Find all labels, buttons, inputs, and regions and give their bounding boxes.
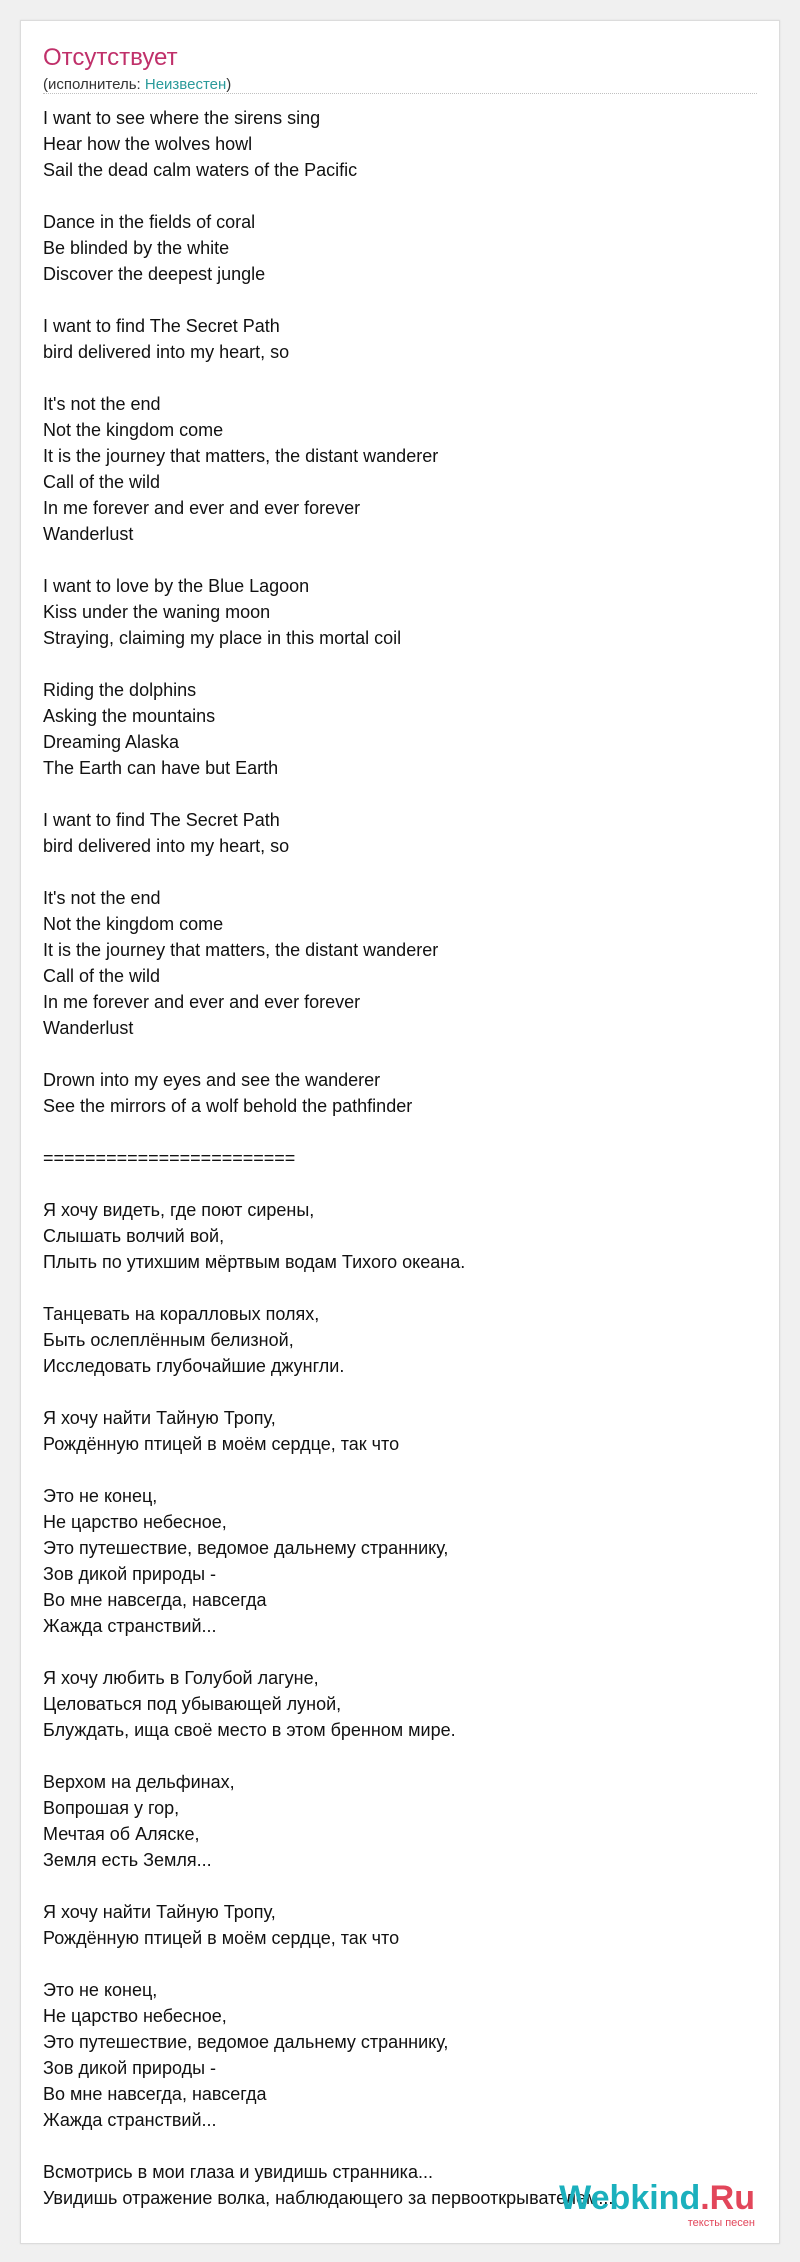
lyrics-line: I want to find The Secret Path (43, 316, 280, 336)
lyrics-line: Я хочу найти Тайную Тропу, (43, 1408, 276, 1428)
site-logo[interactable] (559, 2181, 755, 2229)
artist-line (43, 75, 231, 95)
logo-main-text: Webkind (559, 2179, 701, 2217)
lyrics-blank-line (43, 287, 757, 313)
lyrics-blank-line (43, 2133, 757, 2159)
lyrics-line: Я хочу любить в Голубой лагуне, (43, 1668, 319, 1688)
lyrics-line: Hear how the wolves howl (43, 134, 253, 154)
lyrics-blank-line (43, 547, 757, 573)
logo-wordmark (559, 2181, 755, 2215)
lyrics-line: In me forever and ever and ever forever (43, 498, 361, 518)
lyrics-line: Блуждать, ища своё место в этом бренном мире. (43, 1720, 456, 1740)
lyrics-line: Dreaming Alaska (43, 732, 180, 752)
lyrics-line: The Earth can have but Earth (43, 758, 279, 778)
artist-prefix: (исполнитель: (43, 76, 145, 93)
lyrics-line: Мечтая об Аляске, (43, 1824, 200, 1844)
lyrics-blank-line (43, 365, 757, 391)
logo-tld: .Ru (700, 2179, 755, 2217)
lyrics-blank-line (43, 859, 757, 885)
lyrics-line: Во мне навсегда, навсегда (43, 2084, 267, 2104)
lyrics-line: Я хочу видеть, где поют сирены, (43, 1200, 315, 1220)
lyrics-line: Я хочу найти Тайную Тропу, (43, 1902, 276, 1922)
lyrics-line: I want to find The Secret Path (43, 810, 280, 830)
lyrics-line: Asking the mountains (43, 706, 216, 726)
lyrics-line: Увидишь отражение волка, наблюдающего за первооткрывателем... (43, 2188, 614, 2208)
lyrics-line: It is the journey that matters, the distant wanderer (43, 940, 439, 960)
lyrics-line: Танцевать на коралловых полях, (43, 1304, 320, 1324)
lyrics-blank-line (43, 1171, 757, 1197)
lyrics-line: Зов дикой природы - (43, 1564, 217, 1584)
lyrics-card (20, 20, 780, 2244)
lyrics-line: Не царство небесное, (43, 2006, 227, 2026)
lyrics-line: Not the kingdom come (43, 914, 224, 934)
lyrics-line: Целоваться под убывающей луной, (43, 1694, 342, 1714)
lyrics-line: Be blinded by the white (43, 238, 230, 258)
lyrics-line: Dance in the fields of coral (43, 212, 256, 232)
artist-link[interactable]: Неизвестен (144, 76, 227, 93)
lyrics-line: It's not the end (43, 888, 161, 908)
lyrics-line: Быть ослеплённым белизной, (43, 1330, 294, 1350)
lyrics-blank-line (43, 1119, 757, 1145)
header-divider (43, 93, 757, 94)
lyrics-line: Во мне навсегда, навсегда (43, 1590, 267, 1610)
lyrics-line: Рождённую птицей в моём сердце, так что (43, 1434, 400, 1454)
lyrics-body (43, 105, 757, 2211)
lyrics-line: Это путешествие, ведомое дальнему страннику, (43, 2032, 449, 2052)
lyrics-line: Это путешествие, ведомое дальнему страннику, (43, 1538, 449, 1558)
lyrics-line: It is the journey that matters, the distant wanderer (43, 446, 439, 466)
lyrics-blank-line (43, 183, 757, 209)
lyrics-line: Call of the wild (43, 966, 161, 986)
lyrics-line: Жажда странствий... (43, 1616, 217, 1636)
lyrics-line: Вопрошая у гор, (43, 1798, 180, 1818)
lyrics-blank-line (43, 1379, 757, 1405)
lyrics-line: Слышать волчий вой, (43, 1226, 225, 1246)
lyrics-line: In me forever and ever and ever forever (43, 992, 361, 1012)
lyrics-blank-line (43, 1275, 757, 1301)
lyrics-line: Sail the dead calm waters of the Pacific (43, 160, 358, 180)
lyrics-line: Call of the wild (43, 472, 161, 492)
lyrics-line: bird delivered into my heart, so (43, 342, 290, 362)
lyrics-blank-line (43, 1873, 757, 1899)
lyrics-blank-line (43, 1743, 757, 1769)
lyrics-line: See the mirrors of a wolf behold the pathfinder (43, 1096, 413, 1116)
song-title: Отсутствует (43, 44, 178, 71)
lyrics-line: I want to see where the sirens sing (43, 108, 321, 128)
lyrics-line: Discover the deepest jungle (43, 264, 266, 284)
lyrics-blank-line (43, 781, 757, 807)
lyrics-line: ======================== (43, 1148, 296, 1168)
lyrics-line: bird delivered into my heart, so (43, 836, 290, 856)
lyrics-line: Wanderlust (43, 1018, 134, 1038)
lyrics-line: Исследовать глубочайшие джунгли. (43, 1356, 345, 1376)
lyrics-blank-line (43, 1951, 757, 1977)
lyrics-line: Not the kingdom come (43, 420, 224, 440)
lyrics-line: I want to love by the Blue Lagoon (43, 576, 310, 596)
lyrics-blank-line (43, 1639, 757, 1665)
lyrics-line: Плыть по утихшим мёртвым водам Тихого океана. (43, 1252, 466, 1272)
lyrics-line: Straying, claiming my place in this mortal coil (43, 628, 402, 648)
lyrics-line: Жажда странствий... (43, 2110, 217, 2130)
lyrics-blank-line (43, 1041, 757, 1067)
lyrics-line: Рождённую птицей в моём сердце, так что (43, 1928, 400, 1948)
lyrics-line: Kiss under the waning moon (43, 602, 271, 622)
artist-suffix: ) (226, 76, 232, 93)
lyrics-line: Всмотрись в мои глаза и увидишь странника... (43, 2162, 433, 2182)
lyrics-line: Это не конец, (43, 1980, 158, 2000)
lyrics-line: It's not the end (43, 394, 161, 414)
lyrics-line: Drown into my eyes and see the wanderer (43, 1070, 381, 1090)
lyrics-line: Это не конец, (43, 1486, 158, 1506)
lyrics-blank-line (43, 1457, 757, 1483)
lyrics-line: Riding the dolphins (43, 680, 197, 700)
lyrics-line: Wanderlust (43, 524, 134, 544)
lyrics-line: Не царство небесное, (43, 1512, 227, 1532)
lyrics-line: Зов дикой природы - (43, 2058, 217, 2078)
lyrics-line: Земля есть Земля... (43, 1850, 212, 1870)
lyrics-line: Верхом на дельфинах, (43, 1772, 235, 1792)
logo-tagline: тексты песен (687, 2217, 755, 2229)
lyrics-blank-line (43, 651, 757, 677)
